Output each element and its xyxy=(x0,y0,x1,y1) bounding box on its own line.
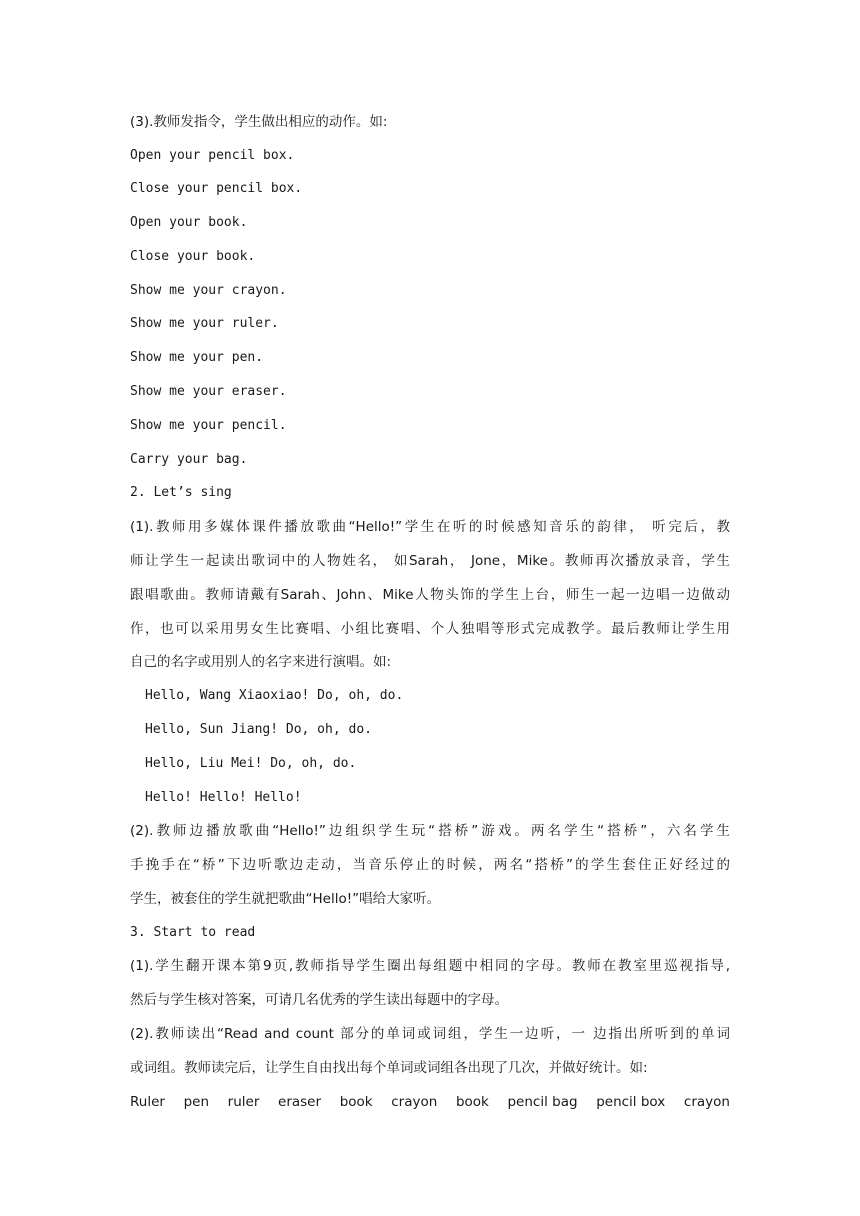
word-item: pencil bag xyxy=(507,1094,578,1110)
paragraph-line: (1).学生翻开课本第9页,教师指导学生圈出每组题中相同的字母。教师在教室里巡视指导, xyxy=(130,958,730,974)
command-line: Show me your pencil. xyxy=(130,418,287,433)
paragraph-line: 跟唱歌曲。教师请戴有Sarah、John、Mike人物头饰的学生上台，师生一起一边唱一边做动 xyxy=(130,587,730,603)
paragraph-line: 师让学生一起读出歌词中的人物姓名， 如Sarah， Jone，Mike。教师再次播放录音，学生 xyxy=(130,553,730,569)
word-item: pen xyxy=(183,1094,210,1110)
word-item: crayon xyxy=(683,1094,730,1110)
command-line: Open your pencil box. xyxy=(130,148,295,163)
lyric-line: Hello, Wang Xiaoxiao! Do, oh, do. xyxy=(145,688,404,703)
paragraph-line: (1).教师用多媒体课件播放歌曲“Hello!”学生在听的时候感知音乐的韵律， 听完后，教 xyxy=(130,519,730,535)
word-item: ruler xyxy=(227,1094,260,1110)
word-item: book xyxy=(339,1094,373,1110)
command-line: Close your book. xyxy=(130,249,256,264)
command-line: Close your pencil box. xyxy=(130,181,303,196)
word-item: book xyxy=(455,1094,489,1110)
paragraph-line: (2).教师读出“Read and count 部分的单词或词组，学生一边听，一 边指出所听到的单词 xyxy=(130,1026,730,1042)
word-item: pencil box xyxy=(596,1094,666,1110)
paragraph-step-3-intro: (3).教师发指令，学生做出相应的动作。如: xyxy=(130,114,388,130)
lyric-line: Hello, Liu Mei! Do, oh, do. xyxy=(145,756,357,771)
lyric-line: Hello, Sun Jiang! Do, oh, do. xyxy=(145,722,372,737)
lyric-line: Hello! Hello! Hello! xyxy=(145,790,302,805)
paragraph-line: 手挽手在“桥”下边听歌边走动，当音乐停止的时候，两名“搭桥”的学生套住正好经过的 xyxy=(130,857,730,873)
section-heading-lets-sing: 2. Let’s sing xyxy=(130,485,232,500)
command-line: Open your book. xyxy=(130,215,248,230)
command-line: Show me your crayon. xyxy=(130,283,287,298)
word-item: Ruler xyxy=(130,1094,165,1110)
paragraph-line: 或词组。教师读完后，让学生自由找出每个单词或词组各出现了几次，并做好统计。如: xyxy=(130,1060,648,1076)
word-item: crayon xyxy=(391,1094,438,1110)
section-heading-start-to-read: 3. Start to read xyxy=(130,925,256,940)
paragraph-line: 自己的名字或用别人的名字来进行演唱。如: xyxy=(130,654,392,670)
command-line: Show me your eraser. xyxy=(130,384,287,399)
paragraph-line: 然后与学生核对答案，可请几名优秀的学生读出每题中的字母。 xyxy=(130,992,508,1008)
paragraph-line: 作，也可以采用男女生比赛唱、小组比赛唱、个人独唱等形式完成教学。最后教师让学生用 xyxy=(130,621,730,637)
command-line: Carry your bag. xyxy=(130,452,248,467)
paragraph-line: 学生，被套住的学生就把歌曲“Hello!”唱给大家听。 xyxy=(130,891,441,907)
paragraph-line: (2).教师边播放歌曲“Hello!”边组织学生玩“搭桥”游戏。两名学生“搭桥”，六名学生 xyxy=(130,823,730,839)
command-line: Show me your pen. xyxy=(130,350,264,365)
command-line: Show me your ruler. xyxy=(130,316,279,331)
word-item: eraser xyxy=(278,1094,322,1110)
word-list-row xyxy=(130,1092,730,1112)
